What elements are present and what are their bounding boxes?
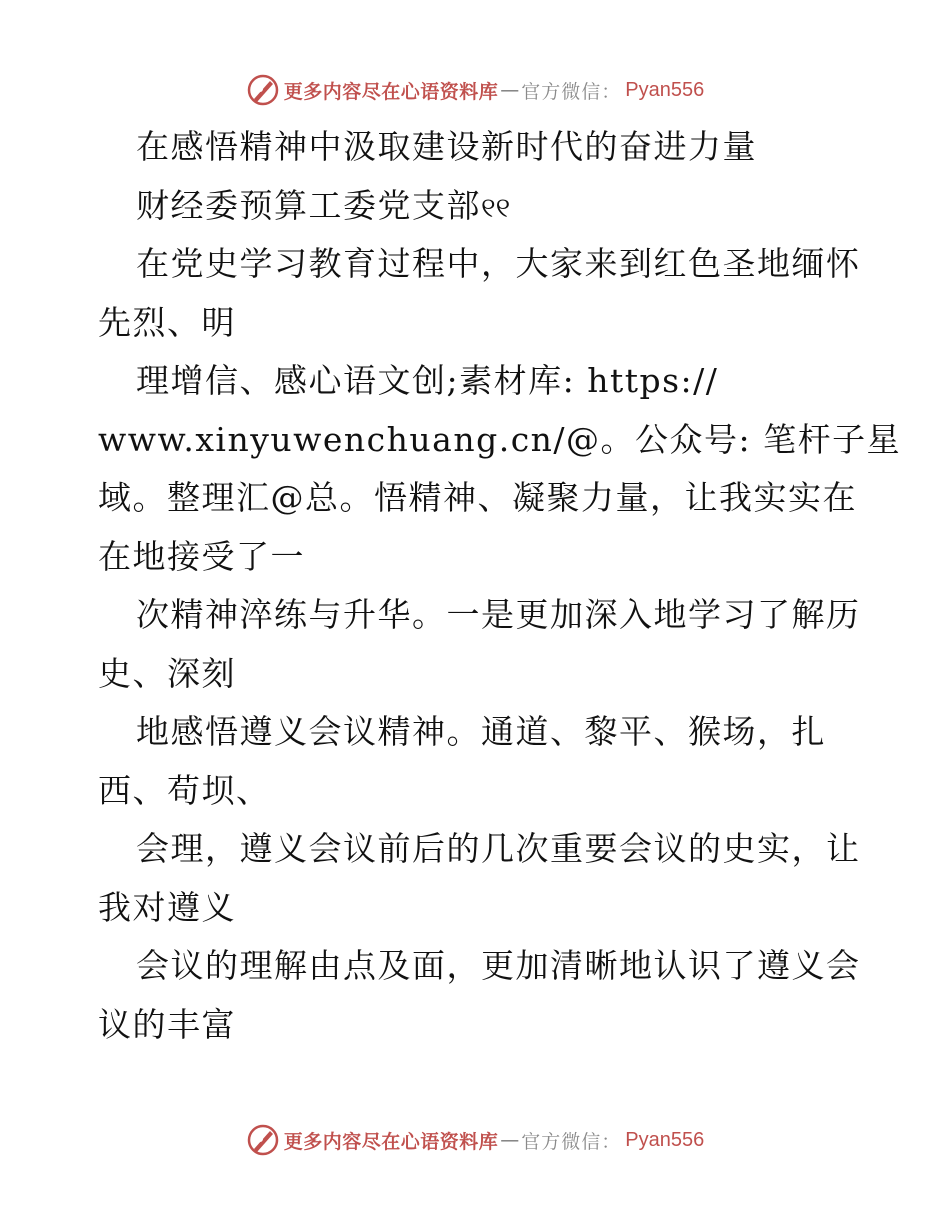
banner-text: 更多内容尽在心语资料库 — [283, 1130, 499, 1153]
banner-text: 更多内容尽在心语资料库 — [283, 80, 499, 103]
text-line: 在党史学习教育过程中，大家来到红色圣地缅怀 — [136, 244, 861, 283]
document-body — [98, 118, 902, 1054]
text-line: 我对遵义 — [98, 887, 236, 927]
text-line: 会议的理解由点及面，更加清晰地认识了遵义会 — [136, 946, 861, 985]
banner-dash: — — [500, 79, 520, 101]
text-line: 会理，遵义会议前后的几次重要会议的史实，让 — [136, 829, 861, 868]
banner-official-label: 官方微信： — [521, 80, 622, 103]
banner-official-label: 官方微信： — [521, 1130, 622, 1153]
ornament-icon: ୧୧ — [481, 190, 511, 224]
text-line: 史、深刻 — [98, 653, 236, 693]
banner-wechat-id: Pyan556 — [625, 78, 705, 101]
text-line: 议的丰富 — [98, 1004, 236, 1044]
text-line: 次精神淬练与升华。一是更加深入地学习了解历 — [136, 595, 861, 634]
header-banner — [0, 70, 950, 110]
pen-logo-icon — [246, 1123, 280, 1157]
text-line: 域。整理汇@总。悟精神、凝聚力量，让我实实在 — [98, 478, 857, 517]
author-text: 财经委预算工委党支部 — [136, 185, 481, 225]
text-line: 先烈、明 — [98, 302, 236, 342]
author-line — [98, 177, 858, 236]
banner-wechat-id: Pyan556 — [625, 1128, 705, 1151]
footer-banner — [0, 1120, 950, 1160]
text-line: 理增信、感心语文创;素材库: https:// — [136, 361, 719, 400]
banner-dash: — — [500, 1129, 520, 1151]
text-line: 在地接受了一 — [98, 536, 305, 576]
text-line: www.xinyuwenchuang.cn/@。公众号: 笔杆子星 — [98, 419, 902, 459]
text-line: 西、苟坝、 — [98, 770, 271, 810]
text-line: 地感悟遵义会议精神。通道、黎平、猴场，扎 — [136, 712, 826, 751]
pen-logo-icon — [246, 73, 280, 107]
document-title: 在感悟精神中汲取建设新时代的奋进力量 — [136, 127, 757, 166]
